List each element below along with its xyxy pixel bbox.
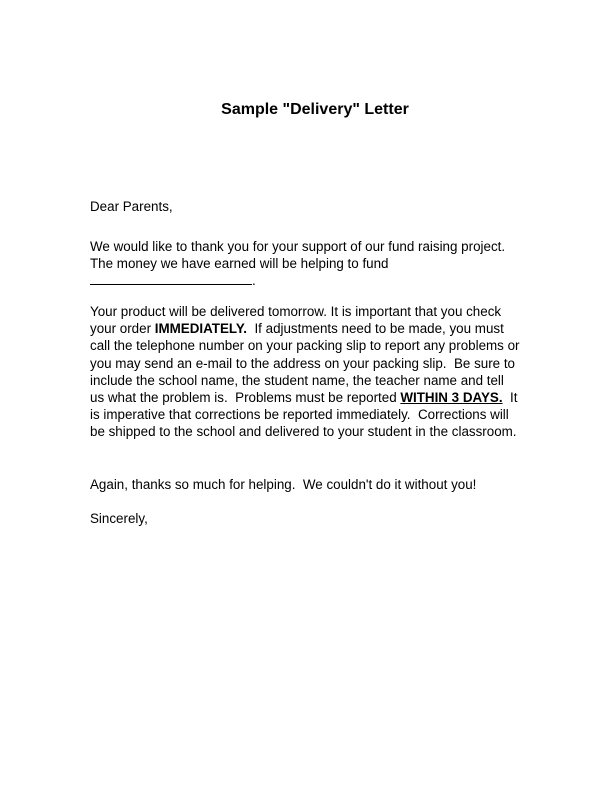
paragraph-thanks-line-2: The money we have earned will be helping to fund (90, 256, 389, 272)
fill-in-blank (90, 272, 252, 285)
paragraph-thanks-again: Again, thanks so much for helping. We couldn't do it without you! (90, 477, 477, 492)
paragraph-delivery-line-7: is imperative that corrections be reported immediately. Corrections will (90, 407, 509, 423)
line-2-pre: your order (90, 321, 155, 337)
paragraph-thanks (90, 238, 540, 290)
immediately-emphasis: IMMEDIATELY. (154, 321, 248, 337)
paragraph-delivery (90, 303, 540, 441)
closing: Sincerely, (90, 511, 148, 526)
paragraph-thanks-line-1: We would like to thank you for your support of our fund raising project. (90, 239, 506, 254)
fill-in-blank-line (90, 272, 540, 289)
paragraph-delivery-line-8: be shipped to the school and delivered to your student in the classroom. (90, 424, 517, 440)
within-3-days-emphasis: WITHIN 3 DAYS. (400, 390, 503, 406)
paragraph-delivery-line-5: include the school name, the student name, the teacher name and tell (90, 372, 504, 388)
line-2-post: If adjustments need to be made, you must (247, 321, 504, 337)
letter-title: Sample "Delivery" Letter (221, 101, 409, 118)
fill-in-period: . (252, 273, 256, 289)
greeting: Dear Parents, (90, 199, 173, 214)
paragraph-delivery-line-1: Your product will be delivered tomorrow. It is important that you check (90, 304, 502, 319)
paragraph-delivery-line-4: you may send an e-mail to the address on your packing slip. Be sure to (90, 355, 516, 371)
paragraph-delivery-line-3: call the telephone number on your packing slip to report any problems or (90, 338, 520, 354)
line-6-post: It (502, 390, 518, 406)
line-6-pre: us what the problem is. Problems must be reported (90, 390, 401, 406)
paragraph-delivery-line-6 (90, 389, 540, 406)
paragraph-delivery-line-2 (90, 320, 540, 337)
